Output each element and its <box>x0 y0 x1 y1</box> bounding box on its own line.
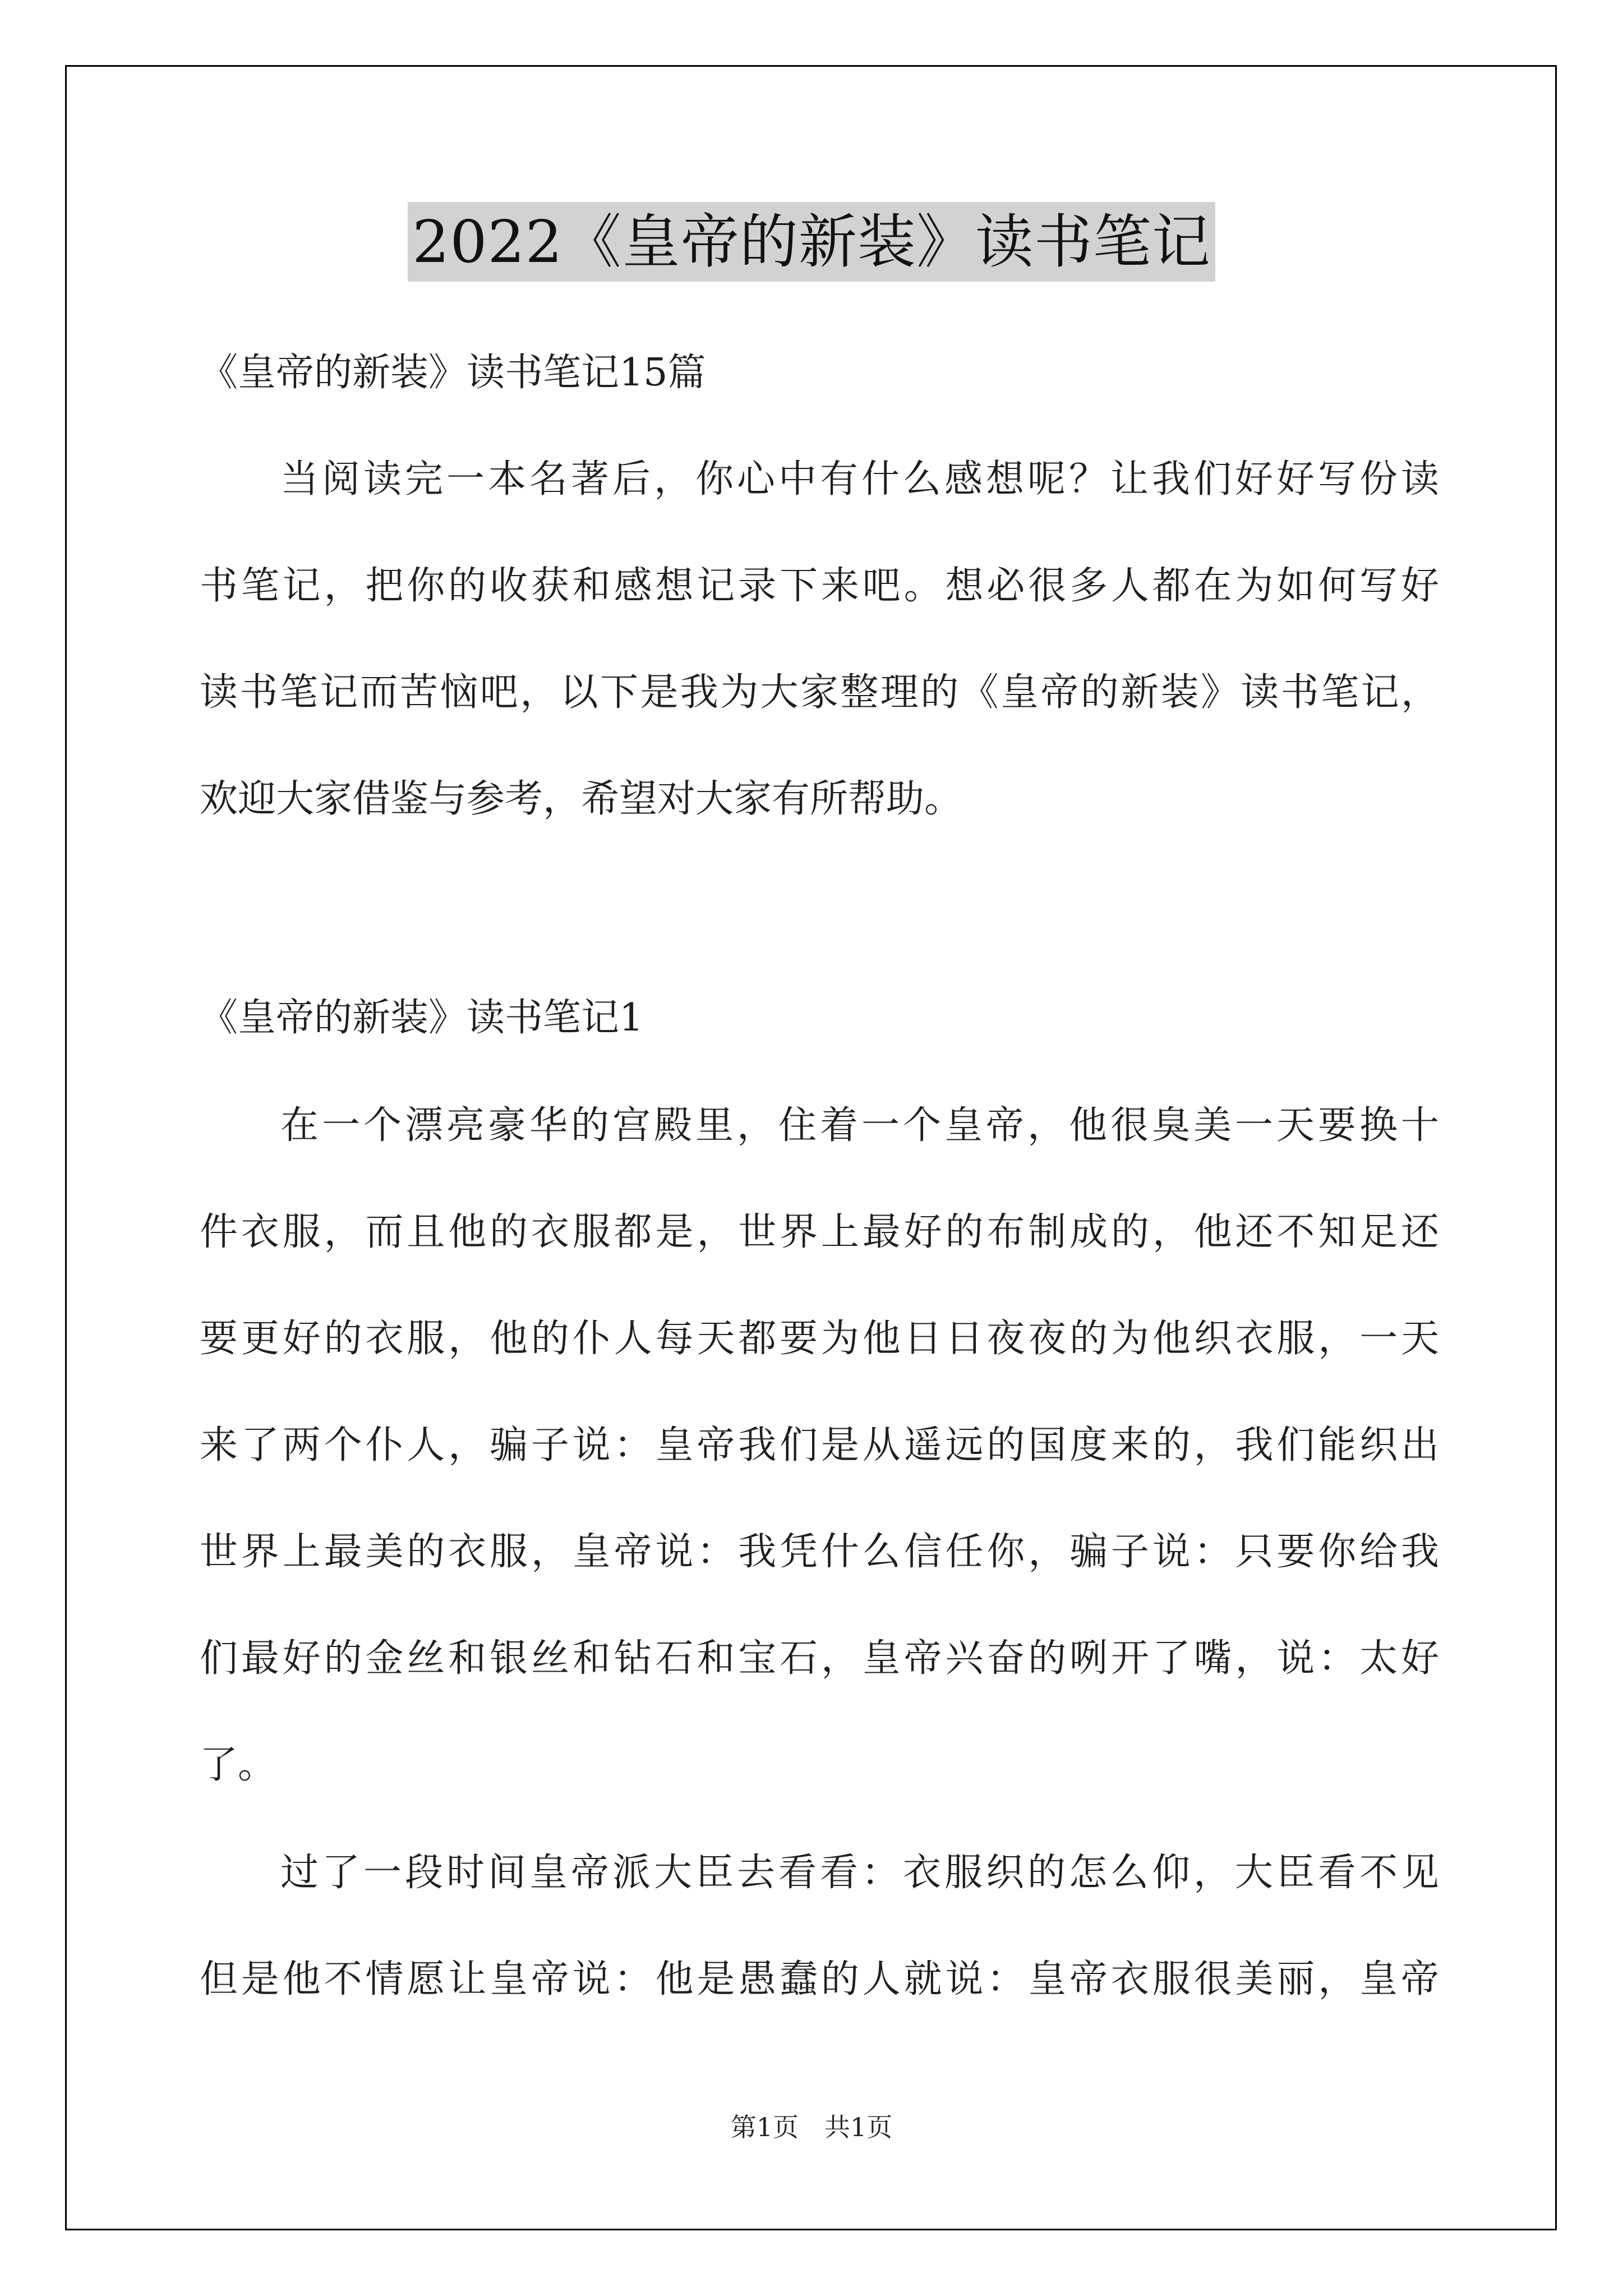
paragraph-line: 过了一段时间皇帝派大臣去看看：衣服织的怎么仰，大臣看不见 <box>280 1851 1439 1895</box>
paragraph-line: 但是他不情愿让皇帝说：他是愚蠢的人就说：皇帝衣服很美丽，皇帝 <box>200 1957 1439 2001</box>
paragraph-line: 世界上最美的衣服，皇帝说：我凭什么信任你，骗子说：只要你给我 <box>200 1530 1439 1574</box>
intro-line: 书笔记，把你的收获和感想记录下来吧。想必很多人都在为如何写好 <box>200 564 1439 608</box>
page-number-footer: 第1页 共1页 <box>730 2112 893 2142</box>
document-title: 2022《皇帝的新装》读书笔记 <box>408 202 1215 282</box>
intro-line: 欢迎大家借鉴与参考，希望对大家有所帮助。 <box>200 777 963 821</box>
paragraph-line: 来了两个仆人，骗子说：皇帝我们是从遥远的国度来的，我们能织出 <box>200 1423 1439 1467</box>
paragraph-line: 要更好的衣服，他的仆人每天都要为他日日夜夜的为他织衣服，一天 <box>200 1317 1439 1361</box>
paragraph-line: 件衣服，而且他的衣服都是，世界上最好的布制成的，他还不知足还 <box>200 1210 1439 1254</box>
paragraph-line: 们最好的金丝和银丝和钻石和宝石，皇帝兴奋的咧开了嘴，说：太好 <box>200 1636 1439 1681</box>
intro-line: 读书笔记而苦恼吧，以下是我为大家整理的《皇帝的新装》读书笔记， <box>200 670 1439 715</box>
paragraph-line: 了。 <box>200 1743 276 1787</box>
subtitle: 《皇帝的新装》读书笔记15篇 <box>200 351 706 395</box>
paragraph-line: 在一个漂亮豪华的宫殿里，住着一个皇帝，他很臭美一天要换十 <box>280 1103 1439 1148</box>
intro-line: 当阅读完一本名著后，你心中有什么感想呢？让我们好好写份读 <box>280 457 1439 501</box>
section-heading: 《皇帝的新装》读书笔记1 <box>200 996 644 1040</box>
title-container <box>0 202 1623 282</box>
